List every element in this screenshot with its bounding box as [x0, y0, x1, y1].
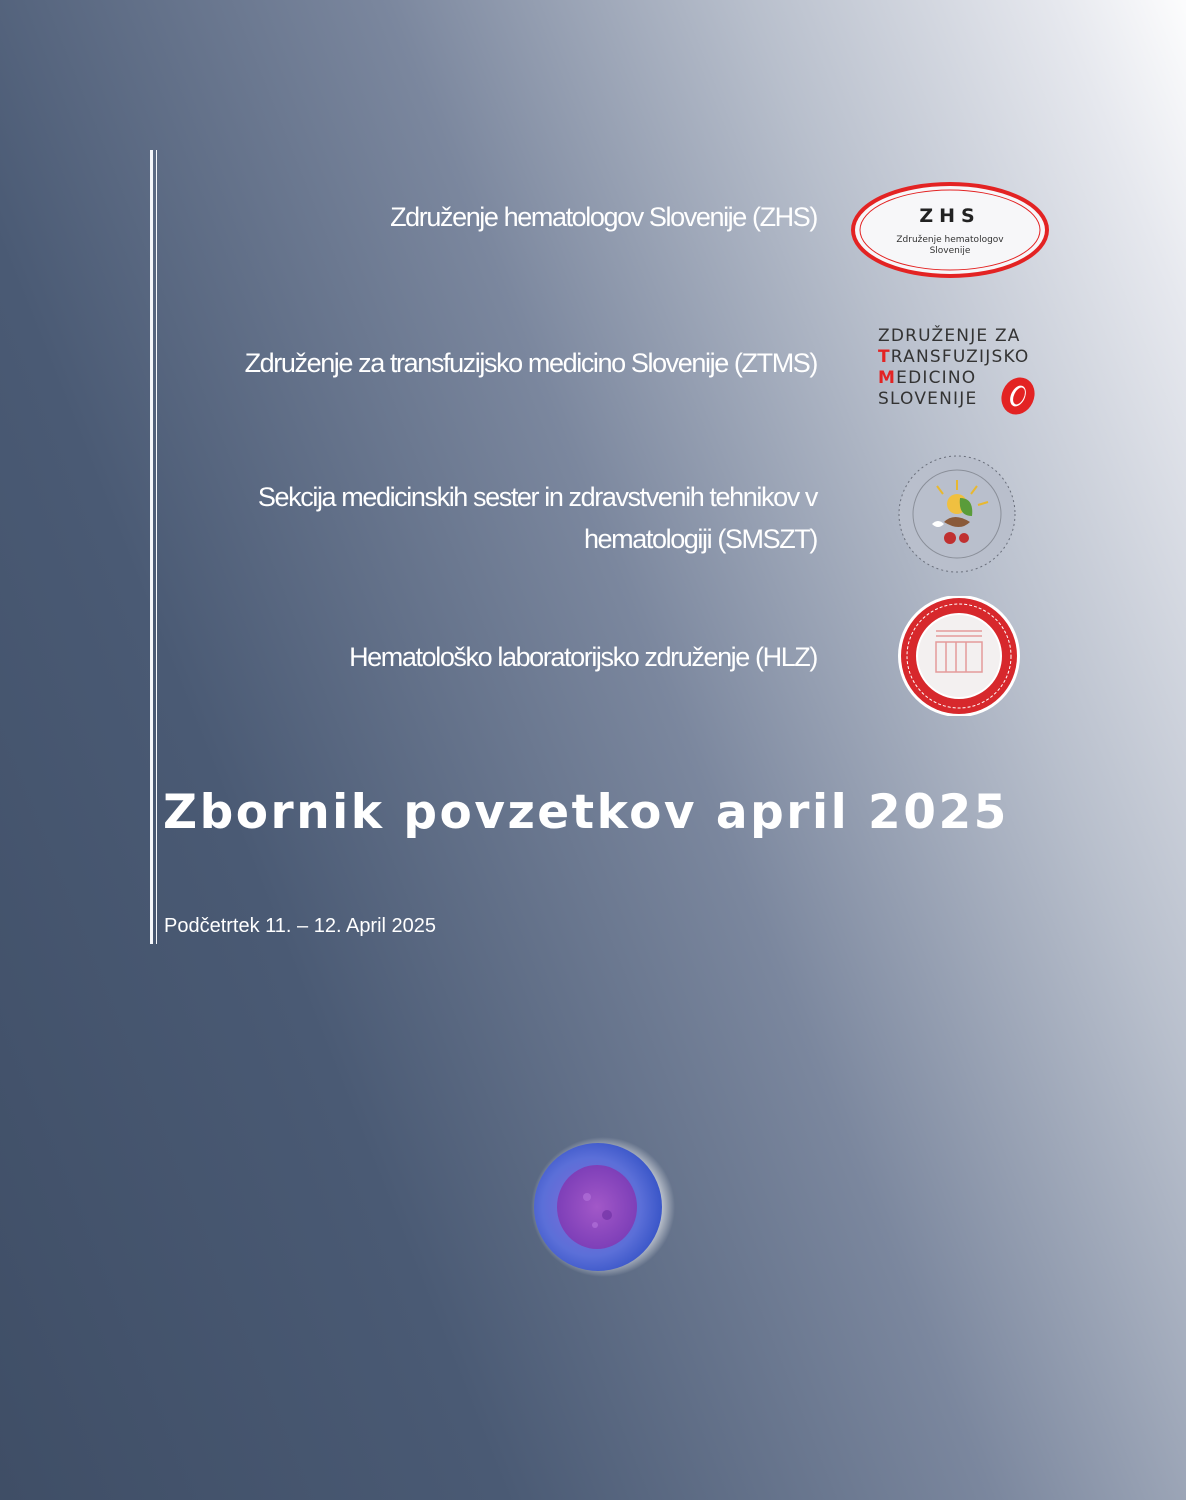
- smszt-logo: [892, 452, 1022, 576]
- ztms-logo-line2: RANSFUZIJSKO: [890, 347, 1030, 367]
- event-date-location: Podčetrtek 11. – 12. April 2025: [164, 915, 437, 937]
- org-hlz-name: Hematološko laboratorijsko združenje (HLZ): [349, 642, 817, 672]
- document-title: Zbornik povzetkov april 2025: [163, 785, 1009, 840]
- org-smszt-name: [258, 476, 817, 560]
- accent-line-thin: [156, 150, 157, 944]
- ztms-logo: [878, 326, 1048, 418]
- ztms-logo-line3: EDICINO: [896, 368, 977, 388]
- page-edge: [1186, 0, 1200, 1500]
- hlz-logo: [896, 596, 1022, 716]
- org-smszt-line1: Sekcija medicinskih sester in zdravstvenih tehnikov v: [257, 482, 817, 512]
- blood-cell-icon: [998, 374, 1038, 418]
- zhs-logo-abbr: ZHS: [919, 205, 981, 227]
- ztms-logo-line4: SLOVENIJE: [878, 389, 978, 409]
- zhs-logo: [850, 180, 1050, 280]
- org-zhs-name: Združenje hematologov Slovenije (ZHS): [390, 202, 817, 232]
- zhs-logo-line1: Združenje hematologov: [896, 235, 1004, 245]
- blood-cell-image: [525, 1135, 675, 1280]
- ztms-logo-initial-m: M: [878, 368, 897, 388]
- org-smszt-line2: hematologiji (SMSZT): [583, 524, 817, 554]
- ztms-logo-initial-t: T: [878, 347, 891, 367]
- zhs-logo-line2: Slovenije: [929, 246, 971, 256]
- org-ztms-name: Združenje za transfuzijsko medicino Slovenije (ZTMS): [244, 348, 817, 378]
- accent-line: [150, 150, 153, 944]
- ztms-logo-line1: ZDRUŽENJE ZA: [878, 326, 1021, 346]
